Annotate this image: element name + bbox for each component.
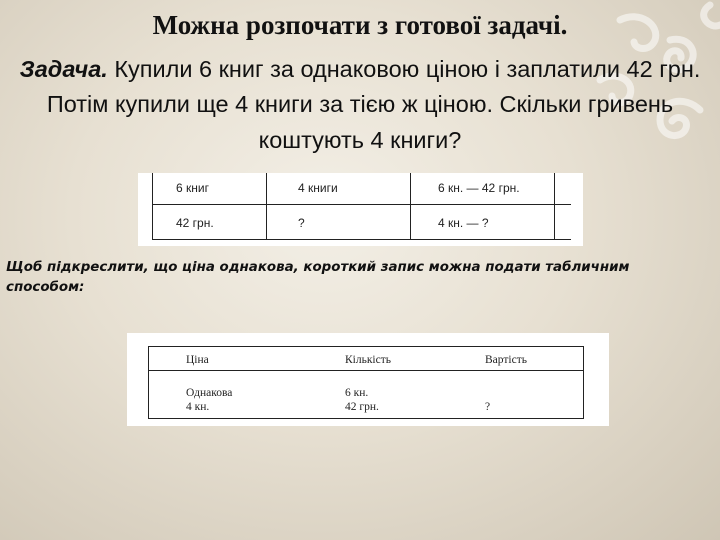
table-cell: 6 кн. — 42 грн. — [438, 181, 520, 195]
table-cell: 6 книг — [176, 181, 209, 195]
table-cell: 6 кн. — [345, 387, 369, 399]
task-label: Задача. — [19, 56, 108, 82]
table-header-price: Ціна — [186, 354, 209, 366]
explanatory-note: Щоб підкреслити, що ціна однакова, короткий запис можна подати табличним способом: — [6, 260, 630, 295]
table-row-divider — [152, 204, 571, 205]
table-cell: Однакова — [186, 387, 233, 399]
short-record-table — [138, 173, 583, 246]
table-left-border — [152, 173, 153, 240]
table-header-cost: Вартість — [485, 354, 527, 366]
table-column-divider — [410, 173, 411, 240]
table-cell: ? — [298, 216, 305, 230]
table-cell: 4 кн. — ? — [438, 216, 489, 230]
task-text — [6, 52, 714, 158]
table-cell: ? — [485, 401, 491, 413]
table-left-border — [148, 346, 149, 419]
table-cell: 42 грн. — [176, 216, 214, 230]
table-cell: 4 кн. — [186, 401, 210, 413]
task-body: Купили 6 книг за однаковою ціною і заплатили 42 грн. Потім купили ще 4 книги за тією ж ціною. Скільки гривень коштують 4 книги? — [46, 56, 701, 153]
page-heading: Можна розпочати з готової задачі. — [152, 10, 568, 40]
table-bottom-border — [152, 239, 571, 240]
table-top-border — [148, 346, 584, 347]
table-header-divider — [148, 370, 584, 371]
table-header-quantity: Кількість — [345, 354, 392, 366]
table-cell: 42 грн. — [345, 401, 379, 413]
table-right-border — [583, 346, 584, 419]
table-column-divider — [266, 173, 267, 240]
table-column-divider — [554, 173, 555, 240]
tabular-record-table — [127, 333, 609, 426]
table-cell: 4 книги — [298, 181, 338, 195]
table-bottom-border — [148, 418, 584, 419]
